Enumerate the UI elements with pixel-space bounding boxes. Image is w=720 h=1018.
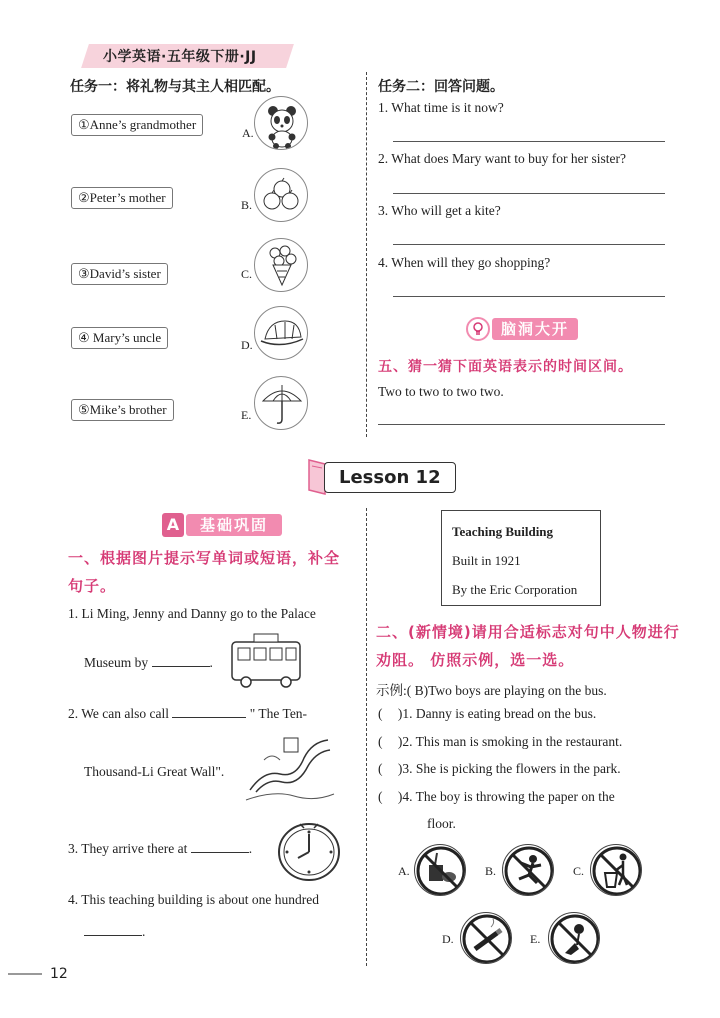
gift-letter-e: E. [241,408,252,422]
q2-blank[interactable] [172,717,246,718]
item1-paren-close: ) [397,706,403,721]
section1-q1-line1: 1. Li Ming, Jenny and Danny go to the Palace [68,606,316,621]
no-smoking-icon [460,912,512,964]
task2-question-4: 4. When will they go shopping? [378,255,551,270]
q1-blank[interactable] [152,666,210,667]
q3-end: . [248,841,253,856]
section1-q3 [68,841,252,857]
section-a-banner [162,513,284,537]
page-number: 12 [50,966,68,982]
sign-letter-a: A. [398,864,410,878]
task2-question-1: 1. What time is it now? [378,100,504,115]
column-divider-bottom [366,508,367,966]
answer-line-2[interactable] [393,193,665,194]
no-playing-icon [502,844,554,896]
person-box-5: ⑤Mike’s brother [71,399,174,421]
section1-title-line1: 一、根据图片提示写单词或短语，补全 [68,549,341,567]
q3-text: 3. They arrive there at [68,841,188,856]
lesson-title: Lesson 12 [324,462,456,493]
umbrella-icon [254,376,308,430]
q4-blank[interactable] [84,935,142,936]
brain-banner [466,317,580,341]
item2-text: 2. This man is smoking in the restaurant. [402,734,623,749]
notice-line1: Built in 1921 [452,553,521,568]
section2-example: 示例:( B)Two boys are playing on the bus. [376,683,607,698]
no-picking-flowers-icon [548,912,600,964]
q2-text-end: " The Ten- [249,706,308,721]
section2-title-line1: 二、(新情境)请用合适标志对句中人物进行 [376,623,680,641]
item1-paren-open: ( [378,706,383,721]
great-wall-icon [244,730,336,802]
section2-item-3 [378,761,668,777]
section2-item-4 [378,789,668,805]
q1-end: . [209,655,213,670]
flowers-icon [254,238,308,292]
brain-banner-label: 脑洞大开 [492,318,578,340]
section2-title-line2: 劝阻。 仿照示例，选一选。 [376,651,575,669]
section1-title-line2: 句子。 [68,577,117,595]
item4-text: 4. The boy is throwing the paper on the [402,789,615,804]
task1-title: 任务一：将礼物与其主人相匹配。 [70,79,280,95]
bus-icon [228,632,304,690]
section2-item-1 [378,706,668,722]
no-eating-icon [414,844,466,896]
person-box-2: ②Peter’s mother [71,187,173,209]
task2-question-2: 2. What does Mary want to buy for her sister? [378,151,626,166]
section1-q1-line2 [84,655,213,671]
item4-paren-open: ( [378,789,383,804]
section2-item-4-cont: floor. [427,816,456,831]
gift-letter-a: A. [242,126,254,140]
q4-end: . [142,924,146,939]
sign-letter-e: E. [530,932,541,946]
panda-toy-icon [254,96,308,150]
notice-line2: By the Eric Corporation [452,582,578,597]
task2-title: 任务二：回答问题。 [378,79,504,95]
item4-paren-close: ) [397,789,403,804]
answer-line-1[interactable] [393,141,665,142]
answer-line-5[interactable] [378,424,665,425]
brain-text: Two to two to two two. [378,384,504,399]
person-box-1: ①Anne’s grandmother [71,114,203,136]
oranges-icon [254,168,308,222]
gift-letter-c: C. [241,267,253,281]
section1-q4-line1: 4. This teaching building is about one hundred [68,892,319,907]
gift-letter-b: B. [241,198,253,212]
teaching-building-notice [441,510,601,606]
q1-text: Museum by [84,655,149,670]
item2-paren-open: ( [378,734,383,749]
section-a-badge: A [162,513,184,537]
q3-blank[interactable] [191,852,249,853]
item2-paren-close: ) [397,734,403,749]
section1-q4-line2 [84,924,145,940]
brain-title: 五、猜一猜下面英语表示的时间区间。 [378,359,633,375]
column-divider-top [366,72,367,437]
item3-paren-open: ( [378,761,383,776]
section2-item-2 [378,734,668,750]
no-littering-icon [590,844,642,896]
answer-line-4[interactable] [393,296,665,297]
item1-text: 1. Danny is eating bread on the bus. [402,706,597,721]
gift-letter-d: D. [241,338,253,352]
lightbulb-icon [466,317,490,341]
cap-icon [254,306,308,360]
sign-letter-b: B. [485,864,497,878]
sign-letter-c: C. [573,864,585,878]
section1-q2-line2: Thousand-Li Great Wall". [84,764,225,779]
person-box-4: ④ Mary’s uncle [71,327,168,349]
notice-title: Teaching Building [452,524,554,539]
task2-question-3: 3. Who will get a kite? [378,203,501,218]
item3-text: 3. She is picking the flowers in the park. [402,761,621,776]
clock-icon [276,820,342,882]
person-box-3: ③David’s sister [71,263,168,285]
header-title: 小学英语·五年级下册·JJ [103,49,257,65]
answer-line-3[interactable] [393,244,665,245]
section-a-banner-label: 基础巩固 [186,514,282,536]
footer-rule [8,973,42,975]
item3-paren-close: ) [397,761,403,776]
sign-letter-d: D. [442,932,454,946]
q2-text: 2. We can also call [68,706,169,721]
section1-q2-line1 [68,706,307,722]
